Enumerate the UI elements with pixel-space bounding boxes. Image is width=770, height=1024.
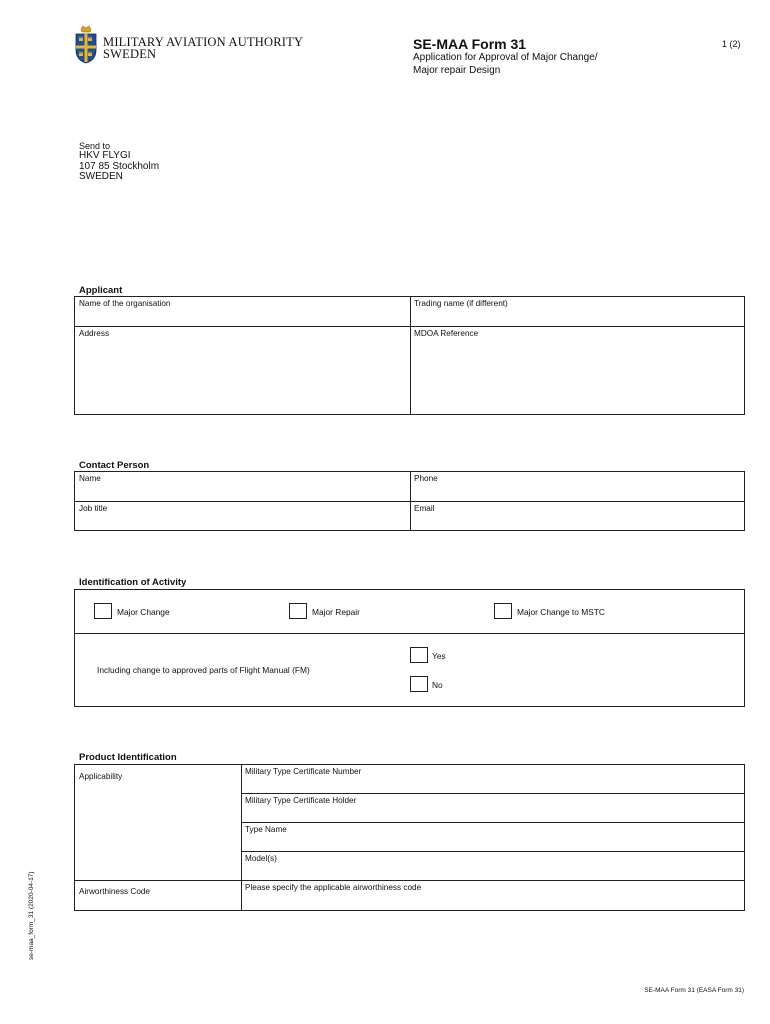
send-to-label: Send to xyxy=(79,141,111,151)
divider xyxy=(75,633,744,634)
address-field[interactable]: Address xyxy=(79,329,110,338)
product-section-title: Product Identification xyxy=(79,752,177,763)
airworthiness-code-field[interactable]: Please specify the applicable airworthiness code xyxy=(245,883,422,892)
type-cert-holder-field[interactable]: Military Type Certificate Holder xyxy=(245,796,357,805)
send-to-line-1: HKV FLYGI xyxy=(79,150,131,161)
major-change-label: Major Change xyxy=(117,607,170,617)
job-title-field[interactable]: Job title xyxy=(79,504,108,513)
product-table xyxy=(74,764,745,911)
models-field[interactable]: Model(s) xyxy=(245,854,277,863)
contact-table xyxy=(74,471,745,531)
divider xyxy=(75,880,744,881)
email-field[interactable]: Email xyxy=(414,504,435,513)
divider xyxy=(241,793,744,794)
phone-field[interactable]: Phone xyxy=(414,474,438,483)
flight-manual-question: Including change to approved parts of Flight Manual (FM) xyxy=(97,665,310,675)
flight-manual-yes-label: Yes xyxy=(432,651,446,661)
applicability-label: Applicability xyxy=(79,772,123,781)
major-repair-label: Major Repair xyxy=(312,607,360,617)
form-subtitle xyxy=(413,52,673,77)
divider xyxy=(410,297,411,414)
flight-manual-no-checkbox[interactable] xyxy=(410,676,428,692)
activity-table xyxy=(74,589,745,707)
authority-line-1: MILITARY AVIATION AUTHORITY xyxy=(103,35,304,49)
type-name-field[interactable]: Type Name xyxy=(245,825,287,834)
send-to-line-3: SWEDEN xyxy=(79,171,123,182)
send-to-line-2: 107 85 Stockholm xyxy=(79,160,160,172)
major-change-checkbox[interactable] xyxy=(94,603,112,619)
divider xyxy=(241,765,242,910)
mdoa-reference-field[interactable]: MDOA Reference xyxy=(414,329,479,338)
contact-section-title: Contact Person xyxy=(79,460,150,471)
contact-name-field[interactable]: Name xyxy=(79,474,101,483)
flight-manual-yes-checkbox[interactable] xyxy=(410,647,428,663)
type-cert-number-field[interactable]: Military Type Certificate Number xyxy=(245,767,362,776)
form-version-text: se-maa_form_31 (2020-04-17) xyxy=(28,871,35,960)
form-title: SE-MAA Form 31 xyxy=(413,36,527,52)
send-to-address xyxy=(79,151,159,183)
airworthiness-code-label: Airworthiness Code xyxy=(79,887,150,896)
major-change-mstc-label: Major Change to MSTC xyxy=(517,607,605,617)
divider xyxy=(410,472,411,530)
applicant-section-title: Applicant xyxy=(79,285,123,296)
flight-manual-no-label: No xyxy=(432,680,443,690)
footer-text: SE-MAA Form 31 (EASA Form 31) xyxy=(644,987,744,994)
organisation-name-field[interactable]: Name of the organisation xyxy=(79,299,171,308)
divider xyxy=(241,851,744,852)
trading-name-field[interactable]: Trading name (if different) xyxy=(414,299,508,308)
activity-section-title: Identification of Activity xyxy=(79,577,187,588)
major-change-mstc-checkbox[interactable] xyxy=(494,603,512,619)
divider xyxy=(241,822,744,823)
authority-name xyxy=(103,36,303,60)
page-number: 1 (2) xyxy=(722,39,741,49)
applicant-table xyxy=(74,296,745,415)
subtitle-line-2: Major repair Design xyxy=(413,64,501,76)
major-repair-checkbox[interactable] xyxy=(289,603,307,619)
authority-line-2: SWEDEN xyxy=(103,47,157,61)
coat-of-arms-icon xyxy=(74,26,98,64)
subtitle-line-1: Application for Approval of Major Change/ xyxy=(413,52,598,63)
